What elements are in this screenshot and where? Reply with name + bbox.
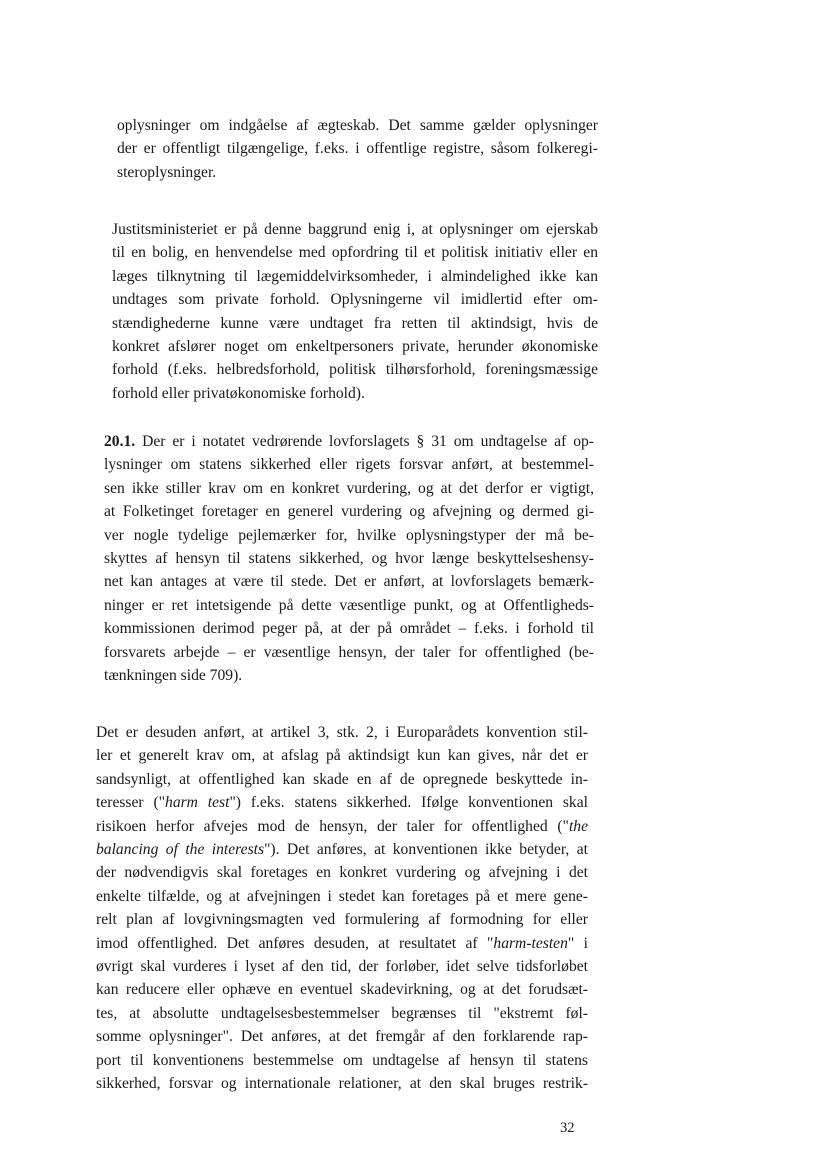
paragraph-section-20-1 [104,430,594,687]
text-line: Det er desuden anført, at artikel 3, stk. 2, i Europarådets konvention stil- [96,724,588,741]
text-fragment: ") f.eks. statens sikkerhed. Ifølge konventionen skal [229,794,588,812]
paragraph-1 [117,114,598,184]
text-line: sandsynligt, at offentlighed kan skade en af de opregnede beskyttede in- [96,770,588,788]
section-number: 20.1. [104,433,136,450]
text-line: forsvarets arbejde – er væsentlige hensyn, der taler for offentlighed (be- [104,643,594,661]
text-line: forhold (f.eks. helbredsforhold, politisk tilhørsforhold, foreningsmæssige [112,361,598,379]
text-line: port til konventionens bestemmelse om undtagelse af hensyn til statens [96,1051,588,1069]
text-line: konkret afslører noget om enkeltpersoners private, herunder økonomiske [112,338,598,356]
text-line: læges tilknytning til lægemiddelvirksomheder, i almindelighed ikke kan [112,267,598,285]
text-line: Justitsministeriet er på denne baggrund enig i, at oplysninger om ejerskab [112,221,598,238]
text-line: lysninger om statens sikkerhed eller rigets forsvar anført, at bestemmel- [104,456,594,474]
text-fragment: teresser (" [96,794,166,812]
text-line: somme oplysninger". Det anføres, at det fremgår af den forklarende rap- [96,1028,588,1046]
text-line [96,932,588,955]
text-fragment: "). Det anføres, at konventionen ikke betyder, at [264,841,588,859]
italic-term: harm-testen [493,934,568,952]
text-line: sikkerhed, forsvar og internationale relationer, at den skal bruges restrik- [96,1075,588,1093]
text-fragment: imod offentlighed. Det anføres desuden, at resultatet af " [96,934,494,952]
text-line: tes, at absolutte undtagelsesbestemmelser begrænses til "ekstremt føl- [96,1004,588,1022]
text-line [96,838,588,861]
text-line: til en bolig, en henvendelse med opfordring til et politisk initiativ eller en [112,244,598,262]
text-line: der er offentligt tilgængelige, f.eks. i offentlige registre, såsom folkeregi- [117,140,598,158]
text-line: øvrigt skal vurderes i lyset af den tid, der forløber, idet selve tidsforløbet [96,958,588,976]
text-line: ver nogle tydelige pejlemærker for, hvilke oplysningstyper der må be- [104,526,594,544]
text-fragment: " i [567,934,588,952]
text-line [104,430,594,453]
text-line: stændighederne kunne være undtaget fra retten til aktindsigt, hvis de [112,314,598,332]
text-line: oplysninger om indgåelse af ægteskab. Det samme gælder oplysninger [117,117,598,134]
text-line: tænkningen side 709). [104,667,243,685]
text-line: forhold eller privatøkonomiske forhold). [112,384,365,402]
text-line: undtages som private forhold. Oplysningerne vil imidlertid efter om- [112,291,598,309]
text-line: at Folketinget foretager en generel vurdering og afvejning og dermed gi- [104,503,594,521]
text-fragment: risikoen herfor afvejes mod de hensyn, der taler for offentlighed (" [96,817,569,835]
text-line: kommissionen derimod peger på, at der på området – f.eks. i forhold til [104,620,594,638]
text-line [96,791,588,814]
text-line: ler et generelt krav om, at afslag på aktindsigt kun kan gives, når det er [96,747,588,765]
text-line: kan reducere eller ophæve en eventuel skadevirkning, og at det forudsæt- [96,981,588,999]
italic-term: the [568,817,588,835]
italic-term: harm test [165,794,230,812]
text-line: relt plan af lovgivningsmagten ved formulering af formodning for eller [96,911,588,929]
text-line [96,815,588,838]
text-line: skyttes af hensyn til statens sikkerhed, og hvor længe beskyttelseshensy- [104,550,594,568]
text-fragment: Der er i notatet vedrørende lovforslagets § 31 om undtagelse af op- [135,433,594,450]
paragraph-2 [112,218,598,405]
page-number: 32 [560,1120,575,1136]
text-line: steroplysninger. [117,163,217,181]
text-line: ninger er ret intetsigende på dette væsentlige punkt, og at Offentligheds- [104,596,594,614]
text-line: net kan antages at være til stede. Det er anført, at lovforslagets bemærk- [104,573,594,591]
text-line: der nødvendigvis skal foretages en konkret vurdering og afvejning i det [96,864,588,882]
text-line: enkelte tilfælde, og at afvejningen i stedet kan foretages på et mere gene- [96,887,588,905]
text-line: sen ikke stiller krav om en konkret vurdering, og at det derfor er vigtigt, [104,479,594,497]
italic-term: balancing of the interests [96,841,265,859]
paragraph-4 [96,721,588,1096]
